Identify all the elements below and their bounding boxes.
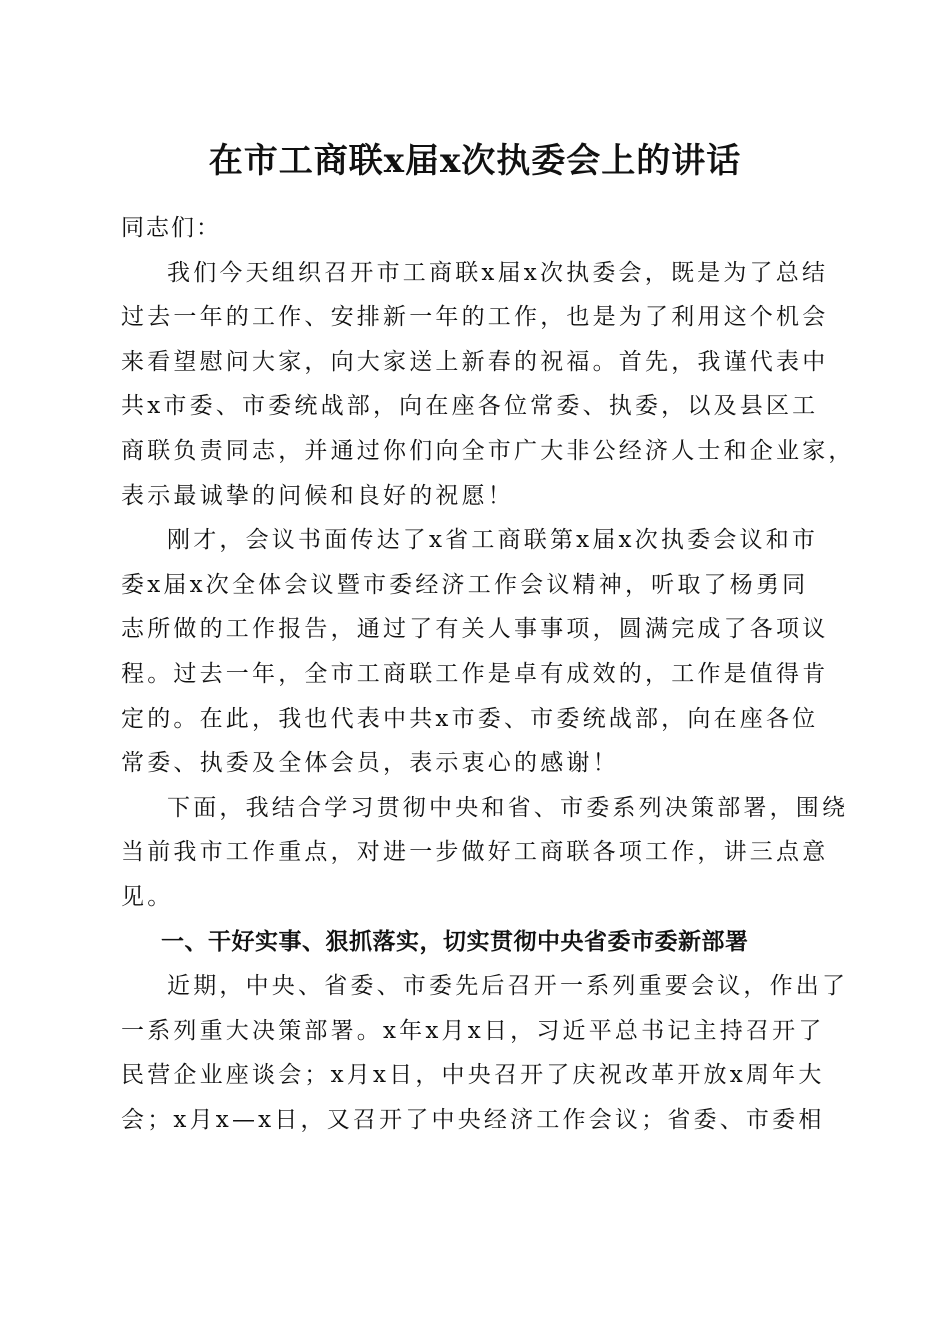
text-line: 刚才，会议书面传达了x省工商联第x届x次执委会议和市 xyxy=(167,527,819,554)
text-line: 共x市委、市委统战部，向在座各位常委、执委，以及县区工 xyxy=(121,393,819,420)
text-line: 常委、执委及全体会员，表示衷心的感谢！ xyxy=(121,750,619,777)
text-line: 一系列重大决策部署。x年x月x日，习近平总书记主持召开了 xyxy=(121,1017,825,1044)
text-line: 见。 xyxy=(121,883,174,910)
text-line: 我们今天组织召开市工商联x届x次执委会，既是为了总结 xyxy=(167,259,829,286)
text-line: 委x届x次全体会议暨市委经济工作会议精神，听取了杨勇同 xyxy=(121,571,809,598)
text-line: 会；x月x—x日，又召开了中央经济工作会议；省委、市委相 xyxy=(121,1106,825,1133)
document-title: 在市工商联x届x次执委会上的讲话 xyxy=(208,141,742,181)
salutation: 同志们： xyxy=(121,215,221,241)
text-line: 民营企业座谈会；x月x日，中央召开了庆祝改革开放x周年大 xyxy=(121,1062,825,1089)
document-body xyxy=(121,206,855,1142)
text-line: 志所做的工作报告，通过了有关人事事项，圆满完成了各项议 xyxy=(121,616,829,643)
paragraph-opening xyxy=(121,251,855,519)
text-line: 定的。在此，我也代表中共x市委、市委统战部，向在座各位 xyxy=(121,705,819,732)
paragraph-review xyxy=(121,518,833,786)
paragraph-section1 xyxy=(121,964,849,1142)
text-line: 当前我市工作重点，对进一步做好工商联各项工作，讲三点意 xyxy=(121,839,829,866)
text-line: 下面，我结合学习贯彻中央和省、市委系列决策部署，围绕 xyxy=(167,794,849,821)
text-line: 程。过去一年，全市工商联工作是卓有成效的，工作是值得肯 xyxy=(121,660,829,687)
section-heading: 一、干好实事、狠抓落实，切实贯彻中央省委市委新部署 xyxy=(161,928,749,955)
text-line: 过去一年的工作、安排新一年的工作，也是为了利用这个机会 xyxy=(121,304,829,331)
text-line: 来看望慰问大家，向大家送上新春的祝福。首先，我谨代表中 xyxy=(121,348,829,375)
text-line: 近期，中央、省委、市委先后召开一系列重要会议，作出了 xyxy=(167,973,849,1000)
paragraph-intro xyxy=(121,786,849,920)
text-line: 表示最诚挚的问候和良好的祝愿！ xyxy=(121,482,514,509)
text-line: 商联负责同志，并通过你们向全市广大非公经济人士和企业家， xyxy=(121,437,855,464)
